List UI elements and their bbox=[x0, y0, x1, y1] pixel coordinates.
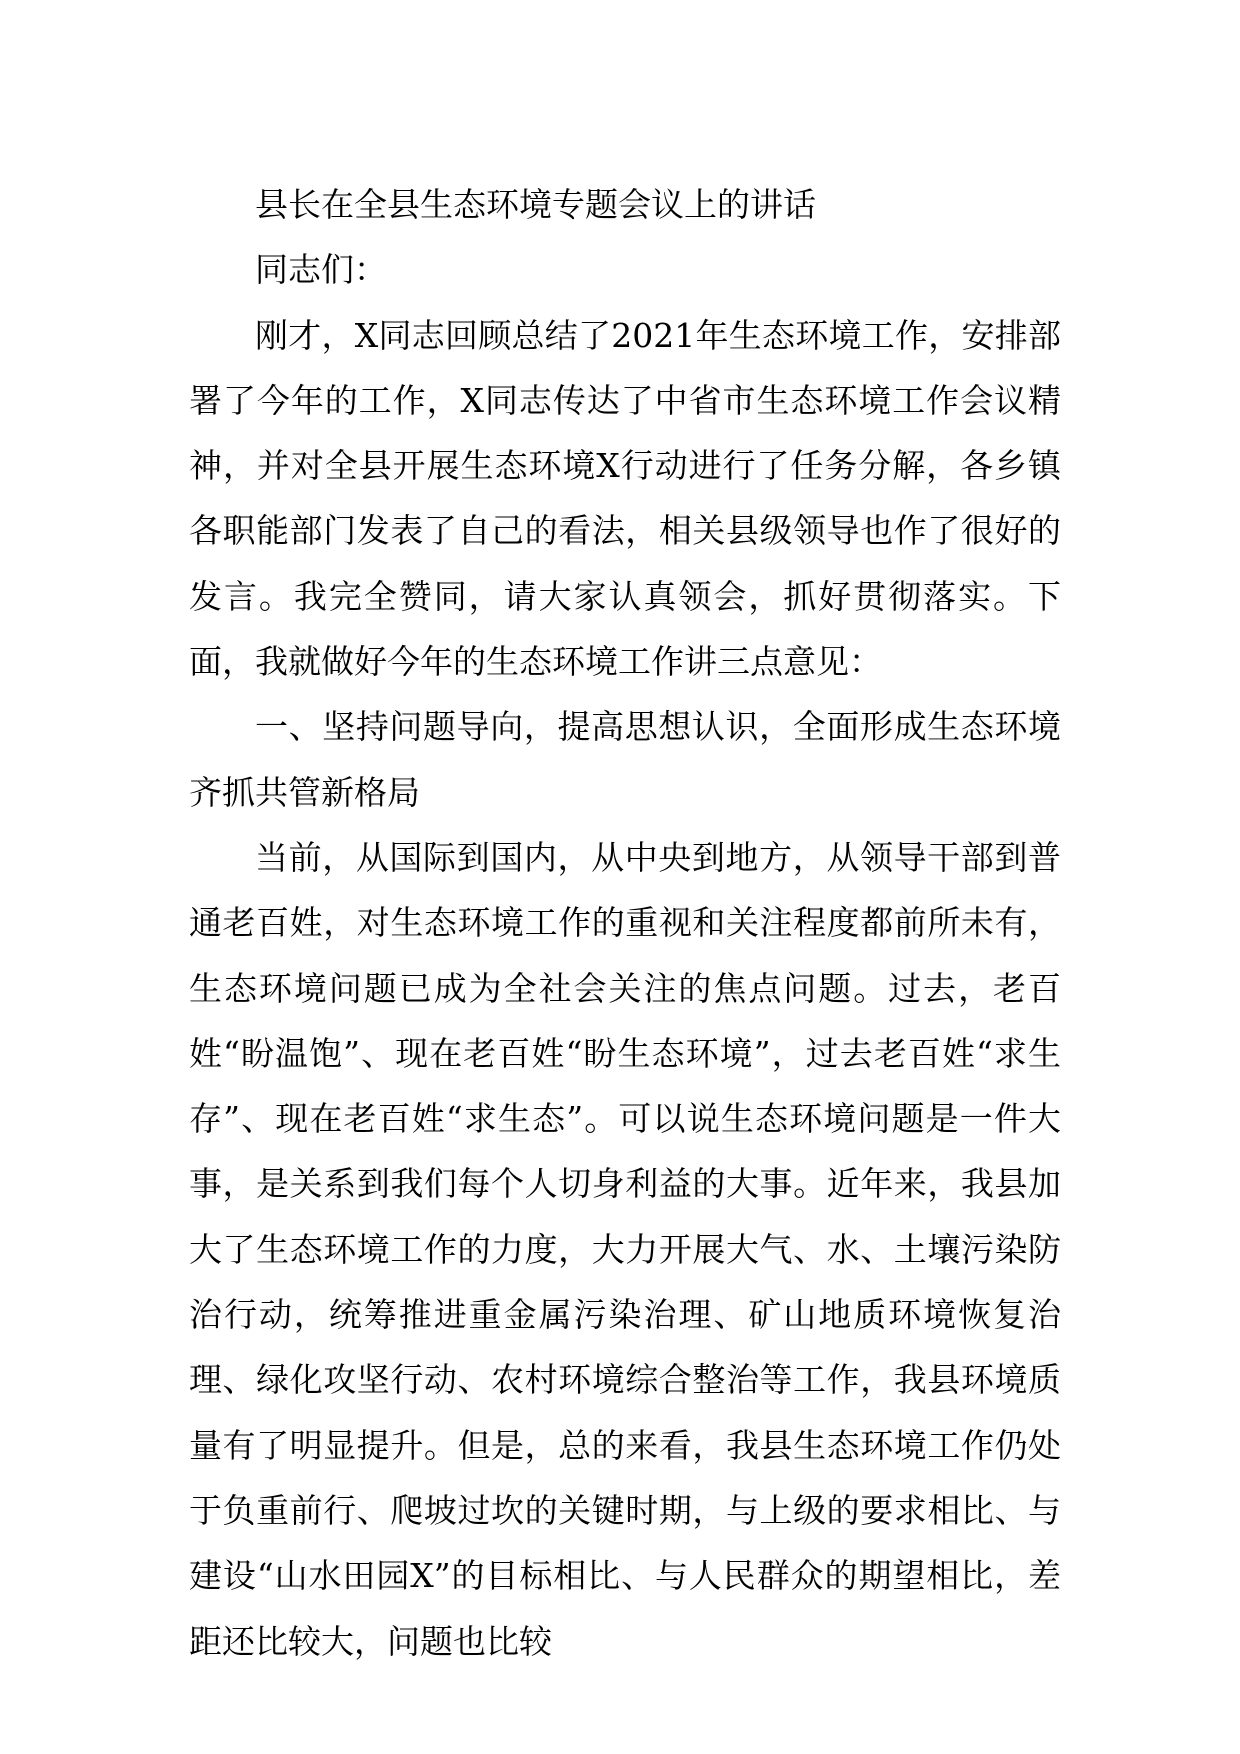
salutation: 同志们： bbox=[255, 250, 387, 290]
paragraph-intro: 刚才，X同志回顾总结了2021年生态环境工作，安排部署了今年的工作，X同志传达了中省市生态环境工作会议精神，并对全县开展生态环境X行动进行了任务分解，各乡镇各职能部门发表了自己的看法，相关县级领导也作了很好的发言。我完全赞同，请大家认真领会，抓好贯彻落实。下面，我就做好今年的生态环境工作讲三点意见： bbox=[189, 315, 1061, 682]
speech-body bbox=[189, 172, 1061, 1674]
section-heading-1: 一、坚持问题导向，提高思想认识，全面形成生态环境齐抓共管新格局 bbox=[189, 707, 1061, 812]
document-title: 县长在全县生态环境专题会议上的讲话 bbox=[255, 185, 816, 224]
paragraph-body: 当前，从国际到国内，从中央到地方，从领导干部到普通老百姓，对生态环境工作的重视和关注程度都前所未有，生态环境问题已成为全社会关注的焦点问题。过去，老百姓“盼温饱”、现在老百姓“盼生态环境”，过去老百姓“求生存”、现在老百姓“求生态”。可以说生态环境问题是一件大事，是关系到我们每个人切身利益的大事。近年来，我县加大了生态环境工作的力度，大力开展大气、水、土壤污染防治行动，统筹推进重金属污染治理、矿山地质环境恢复治理、绿化攻坚行动、农村环境综合整治等工作，我县环境质量有了明显提升。但是，总的来看，我县生态环境工作仍处于负重前行、爬坡过坎的关键时期，与上级的要求相比、与建设“山水田园X”的目标相比、与人民群众的期望相比，差距还比较大，问题也比较 bbox=[189, 837, 1061, 1661]
